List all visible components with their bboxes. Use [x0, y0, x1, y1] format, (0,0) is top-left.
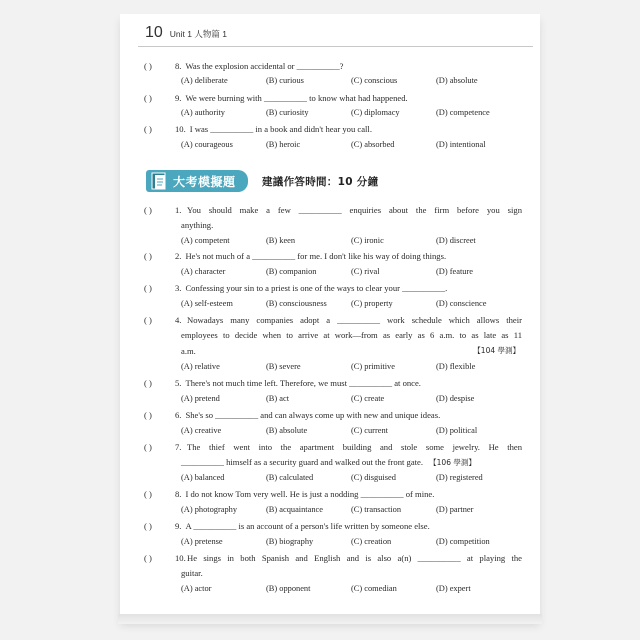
- option-d[interactable]: (D) absolute: [436, 76, 478, 85]
- question-text: I do not know Tom very well. He is just a nodding __________ of mine.: [185, 489, 435, 499]
- answer-blank[interactable]: ( ): [144, 93, 152, 103]
- option-c[interactable]: (C) property: [351, 299, 393, 308]
- answer-blank[interactable]: ( ): [144, 489, 152, 499]
- option-c[interactable]: (C) transaction: [351, 505, 402, 514]
- question-line: [144, 124, 524, 134]
- option-a[interactable]: (A) photography: [181, 505, 238, 514]
- unit-title: Unit 1 人物篇 1: [169, 29, 227, 39]
- option-b[interactable]: (B) companion: [266, 267, 317, 276]
- question-text-line: He sings in both Spanish and English and is also a(n) __________ at playing the: [187, 553, 522, 563]
- section-title: 大考模擬題: [173, 174, 236, 189]
- question-number: 10.: [175, 553, 186, 563]
- options-row: [181, 108, 521, 118]
- option-c[interactable]: (C) diplomacy: [351, 108, 400, 117]
- options-row: [181, 394, 521, 404]
- option-d[interactable]: (D) flexible: [436, 362, 476, 371]
- question-text: She's so __________ and can always come up with new and unique ideas.: [185, 410, 441, 420]
- answer-blank[interactable]: ( ): [144, 378, 152, 388]
- options-row: [181, 473, 521, 483]
- page-header: [145, 24, 227, 44]
- answer-blank[interactable]: ( ): [144, 521, 152, 531]
- option-a[interactable]: (A) pretense: [181, 537, 223, 546]
- question-number: 10.: [175, 124, 186, 134]
- option-a[interactable]: (A) courageous: [181, 140, 233, 149]
- question-line: [144, 283, 524, 293]
- question-text-line: a.m.: [181, 346, 196, 356]
- options-row: [181, 362, 521, 372]
- options-row: [181, 537, 521, 547]
- option-a[interactable]: (A) authority: [181, 108, 225, 117]
- option-a[interactable]: (A) character: [181, 267, 226, 276]
- option-a[interactable]: (A) balanced: [181, 473, 225, 482]
- question-number: 9.: [175, 93, 182, 103]
- question-text: A __________ is an account of a person's life written by someone else.: [185, 521, 430, 531]
- question-number: 8.: [175, 489, 182, 499]
- suggested-time: 建議作答時間：10 分鐘: [262, 175, 379, 188]
- option-b[interactable]: (B) opponent: [266, 584, 311, 593]
- question-text-line: You should make a few __________ enquiries about the firm before you sign: [187, 205, 522, 215]
- option-b[interactable]: (B) curiosity: [266, 108, 309, 117]
- option-d[interactable]: (D) competition: [436, 537, 490, 546]
- option-d[interactable]: (D) discreet: [436, 236, 476, 245]
- option-d[interactable]: (D) feature: [436, 267, 473, 276]
- question-number: 9.: [175, 521, 182, 531]
- question-line: [144, 251, 524, 261]
- option-b[interactable]: (B) absolute: [266, 426, 308, 435]
- question-number: 8.: [175, 61, 182, 71]
- question-number: 5.: [175, 378, 182, 388]
- option-d[interactable]: (D) expert: [436, 584, 471, 593]
- options-row: [181, 140, 521, 150]
- option-b[interactable]: (B) severe: [266, 362, 301, 371]
- question-text: He's not much of a __________ for me. I don't like his way of doing things.: [185, 251, 447, 261]
- header-rule: [138, 46, 533, 47]
- page-number: 10: [145, 24, 163, 41]
- question-line: [144, 521, 524, 531]
- answer-blank[interactable]: ( ): [144, 205, 152, 215]
- option-a[interactable]: (A) relative: [181, 362, 220, 371]
- option-b[interactable]: (B) calculated: [266, 473, 314, 482]
- options-row: [181, 267, 521, 277]
- question-text-line: guitar.: [181, 568, 203, 578]
- option-c[interactable]: (C) disguised: [351, 473, 396, 482]
- options-row: [181, 76, 521, 86]
- option-a[interactable]: (A) deliberate: [181, 76, 228, 85]
- page-shadow: [118, 614, 542, 624]
- question-line: [144, 489, 524, 499]
- option-b[interactable]: (B) act: [266, 394, 290, 403]
- question-line: [144, 410, 524, 420]
- question-number: 3.: [175, 283, 182, 293]
- section-heading: [146, 170, 378, 192]
- question-number: 2.: [175, 251, 182, 261]
- question-text-line: Nowadays many companies adopt a __________ work schedule which allows their: [187, 315, 522, 325]
- option-c[interactable]: (C) creation: [351, 537, 392, 546]
- option-d[interactable]: (D) despise: [436, 394, 475, 403]
- question-text: Was the explosion accidental or __________?: [185, 61, 344, 71]
- answer-blank[interactable]: ( ): [144, 61, 152, 71]
- answer-blank[interactable]: ( ): [144, 315, 152, 325]
- option-a[interactable]: (A) competent: [181, 236, 230, 245]
- exam-source-tag: 【104 學測】: [473, 346, 520, 355]
- question-text: We were burning with __________ to know what had happened.: [185, 93, 408, 103]
- option-b[interactable]: (B) heroic: [266, 140, 301, 149]
- option-d[interactable]: (D) competence: [436, 108, 490, 117]
- options-row: [181, 584, 521, 594]
- answer-blank[interactable]: ( ): [144, 283, 152, 293]
- option-c[interactable]: (C) primitive: [351, 362, 395, 371]
- question-number: 1.: [175, 205, 182, 215]
- question-text: Confessing your sin to a priest is one of the ways to clear your __________.: [185, 283, 448, 293]
- option-d[interactable]: (D) registered: [436, 473, 483, 482]
- option-c[interactable]: (C) conscious: [351, 76, 398, 85]
- question-text-line: employees to decide when to arrive at work—from as early as 6 a.m. to as late as 11: [181, 330, 522, 340]
- answer-blank[interactable]: ( ): [144, 251, 152, 261]
- options-row: [181, 505, 521, 515]
- option-c[interactable]: (C) absorbed: [351, 140, 395, 149]
- option-c[interactable]: (C) ironic: [351, 236, 384, 245]
- option-d[interactable]: (D) intentional: [436, 140, 486, 149]
- question-text-line: The thief went into the apartment building and stole some jewelry. He then: [187, 442, 522, 452]
- answer-blank[interactable]: ( ): [144, 553, 152, 563]
- question-line: [144, 61, 524, 71]
- option-b[interactable]: (B) consciousness: [266, 299, 327, 308]
- option-b[interactable]: (B) acquaintance: [266, 505, 323, 514]
- option-c[interactable]: (C) comedian: [351, 584, 397, 593]
- question-line: [144, 378, 524, 388]
- option-d[interactable]: (D) political: [436, 426, 478, 435]
- option-a[interactable]: (A) creative: [181, 426, 222, 435]
- options-row: [181, 236, 521, 246]
- option-c[interactable]: (C) create: [351, 394, 385, 403]
- option-a[interactable]: (A) pretend: [181, 394, 220, 403]
- option-d[interactable]: (D) conscience: [436, 299, 487, 308]
- option-a[interactable]: (A) actor: [181, 584, 212, 593]
- question-number: 7.: [175, 442, 182, 452]
- option-b[interactable]: (B) biography: [266, 537, 314, 546]
- question-line: [144, 93, 524, 103]
- option-a[interactable]: (A) self-esteem: [181, 299, 233, 308]
- exam-source-tag: 【106 學測】: [429, 458, 476, 467]
- notebook-icon: [149, 170, 169, 192]
- option-d[interactable]: (D) partner: [436, 505, 474, 514]
- option-c[interactable]: (C) rival: [351, 267, 380, 276]
- question-text-line: __________ himself as a security guard and walked out the front gate.: [181, 457, 423, 467]
- answer-blank[interactable]: ( ): [144, 410, 152, 420]
- question-number: 6.: [175, 410, 182, 420]
- question-text: There's not much time left. Therefore, we must __________ at once.: [185, 378, 421, 388]
- option-c[interactable]: (C) current: [351, 426, 388, 435]
- options-row: [181, 426, 521, 436]
- question-text: I was __________ in a book and didn't hear you call.: [189, 124, 372, 134]
- question-text-last: [181, 346, 522, 356]
- section-banner: [146, 170, 248, 192]
- question-number: 4.: [175, 315, 182, 325]
- question-text-line: anything.: [181, 220, 214, 230]
- answer-blank[interactable]: ( ): [144, 124, 152, 134]
- options-row: [181, 299, 521, 309]
- question-text-last: [181, 457, 522, 468]
- option-b[interactable]: (B) keen: [266, 236, 296, 245]
- answer-blank[interactable]: ( ): [144, 442, 152, 452]
- option-b[interactable]: (B) curious: [266, 76, 304, 85]
